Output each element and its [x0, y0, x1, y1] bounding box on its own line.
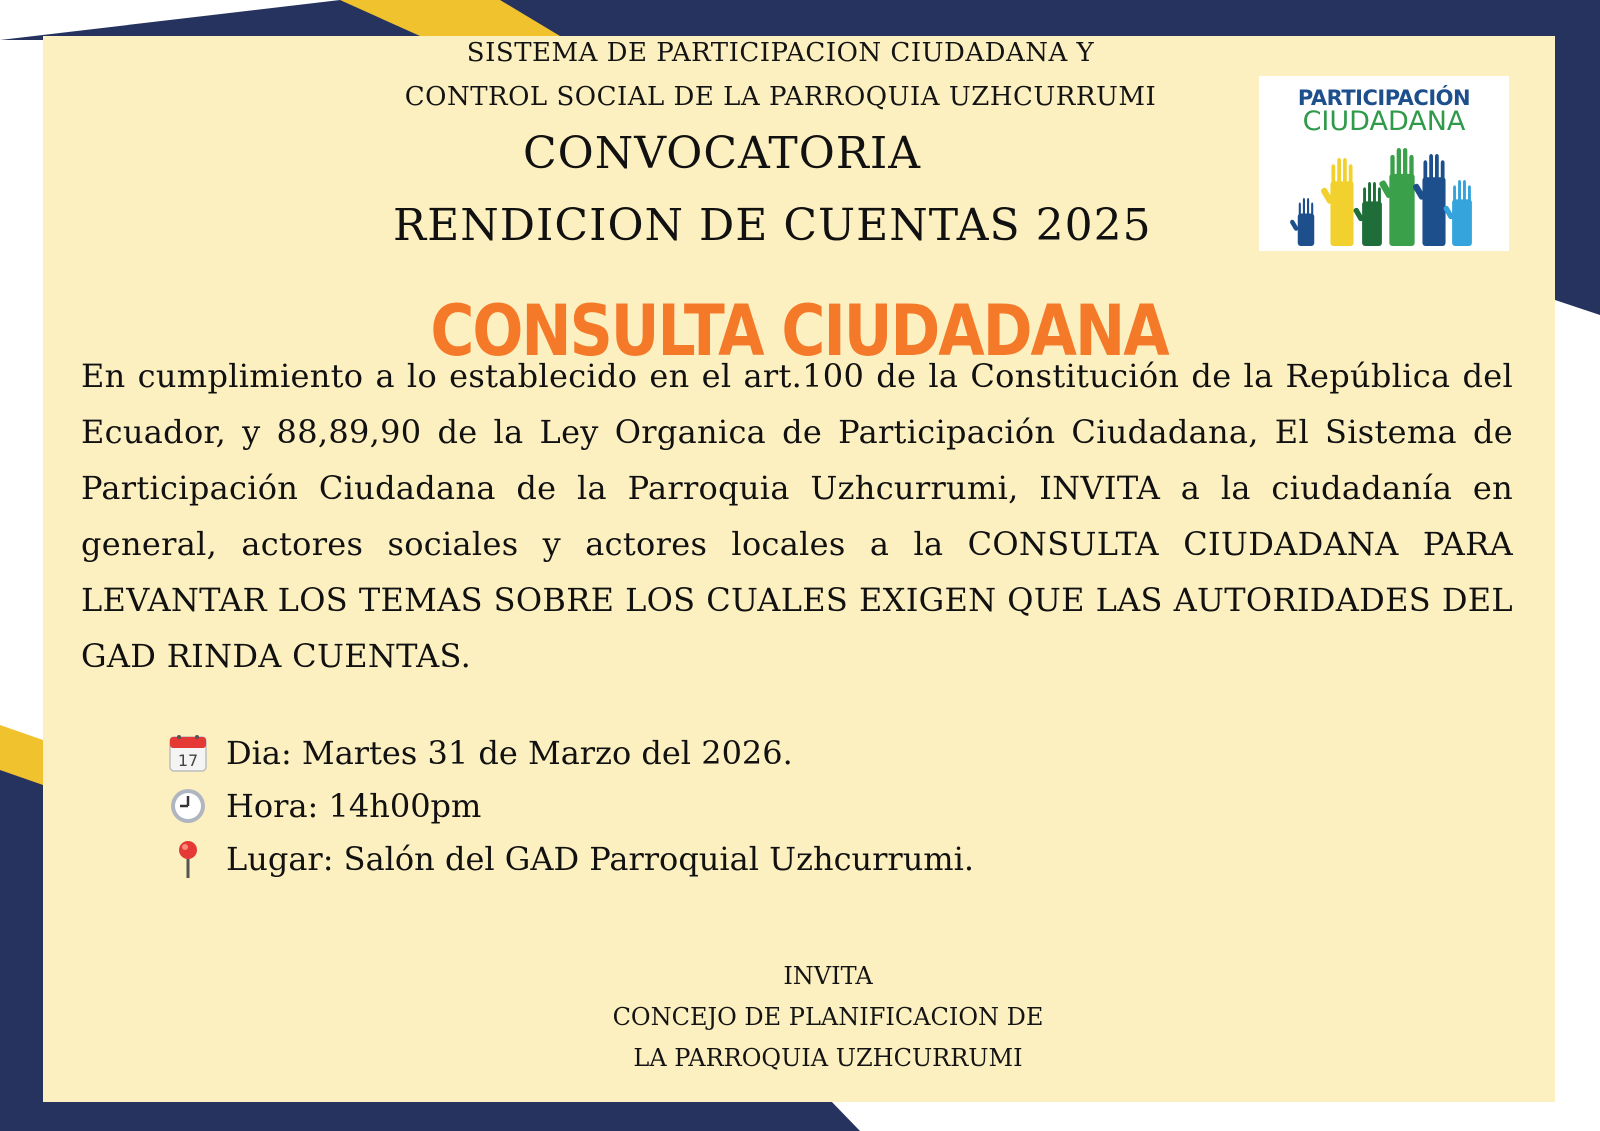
- pin-icon: [168, 838, 226, 880]
- detail-time-text: Hora: 14h00pm: [226, 786, 482, 825]
- title-convocatoria: CONVOCATORIA: [523, 128, 922, 179]
- detail-date-text: Dia: Martes 31 de Marzo del 2026.: [226, 733, 793, 772]
- event-details: [168, 726, 974, 885]
- hand-icon: [1443, 180, 1472, 246]
- raised-hands-icon: [1284, 136, 1484, 246]
- calendar-icon-day: 17: [177, 750, 199, 770]
- body-paragraph: En cumplimiento a lo establecido en el art.100 de la Constitución de la República del Ecuador, y 88,89,90 de la Ley Organica de Participación Ciudadana, El Sistema de Participación Ciudadana de la Parroquia Uzhcurrumi, INVITA a la ciudadanía en general, actores sociales y actores locales a la CONSULTA CIUDADANA PARA LEVANTAR LOS TEMAS SOBRE LOS CUALES EXIGEN QUE LAS AUTORIDADES DEL GAD RINDA CUENTAS.: [81, 357, 1513, 675]
- hand-icon: [1378, 148, 1414, 246]
- hand-icon: [1353, 182, 1382, 246]
- header-line-1: SISTEMA DE PARTICIPACION CIUDADANA Y: [466, 38, 1095, 68]
- calendar-icon: [168, 733, 226, 773]
- footer-line-2: CONCEJO DE PLANIFICACION DE: [612, 1003, 1044, 1031]
- detail-date: [168, 726, 974, 779]
- detail-place-text: Lugar: Salón del GAD Parroquial Uzhcurrumi.: [226, 839, 975, 878]
- hand-icon: [1289, 198, 1314, 246]
- footer-invita: INVITA: [783, 962, 873, 990]
- clock-icon: [168, 786, 226, 826]
- title-rendicion: RENDICION DE CUENTAS 2025: [393, 200, 1152, 251]
- invitation-card: [43, 36, 1555, 1102]
- logo-text-line2: CIUDADANA: [1302, 106, 1466, 137]
- logo-text-line1: PARTICIPACIÓN: [1297, 86, 1471, 110]
- hand-icon: [1320, 158, 1353, 246]
- participacion-ciudadana-logo: [1259, 76, 1509, 251]
- hand-icon: [1412, 154, 1445, 246]
- detail-time: [168, 779, 974, 832]
- detail-place: [168, 832, 974, 885]
- footer-line-3: LA PARROQUIA UZHCURRUMI: [633, 1044, 1023, 1072]
- header-line-2: CONTROL SOCIAL DE LA PARROQUIA UZHCURRUMI: [404, 82, 1157, 112]
- highlight-title: CONSULTA CIUDADANA: [430, 290, 1168, 373]
